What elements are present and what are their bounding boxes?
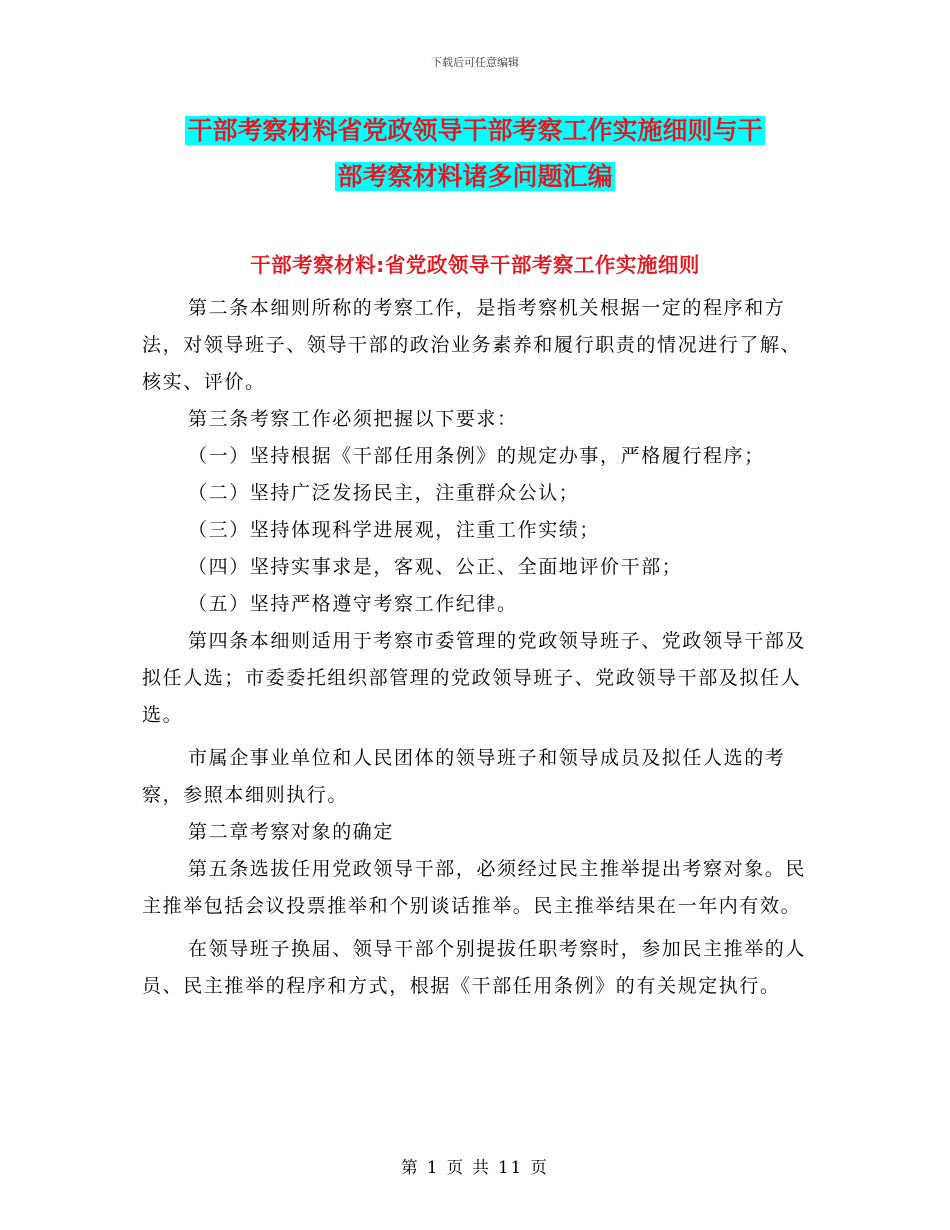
- header-note: 下载后可任意编辑: [431, 56, 519, 69]
- document-title: [140, 108, 810, 200]
- document-body: [142, 290, 812, 1005]
- title-line-1: 干部考察材料省党政领导干部考察工作实施细则与干: [187, 116, 763, 145]
- list-item: （一）坚持根据《干部任用条例》的规定办事，严格履行程序；: [188, 445, 765, 467]
- paragraph: 第二条本细则所称的考察工作，是指考察机关根据一定的程序和方法，对领导班子、领导干部的政治业务素养和履行职责的情况进行了解、核实、评价。: [142, 297, 802, 393]
- paragraph: 第五条选拔任用党政领导干部，必须经过民主推举提出考察对象。民主推举包括会议投票推举和个别谈话推举。民主推举结果在一年内有效。: [142, 858, 807, 917]
- list-item: （五）坚持严格遵守考察工作纪律。: [188, 593, 518, 615]
- section-title: 干部考察材料:省党政领导干部考察工作实施细则: [250, 253, 700, 277]
- list-item: （二）坚持广泛发扬民主，注重群众公认；: [188, 482, 580, 504]
- paragraph: 第四条本细则适用于考察市委管理的党政领导班子、党政领导干部及拟任人选；市委委托组织部管理的党政领导班子、党政领导干部及拟任人选。: [142, 630, 807, 726]
- paragraph: 在领导班子换届、领导干部个别提拔任职考察时，参加民主推举的人员、民主推举的程序和方式，根据《干部任用条例》的有关规定执行。: [142, 938, 807, 997]
- title-line-2: 部考察材料诸多问题汇编: [337, 162, 613, 191]
- list-item: （三）坚持体现科学进展观，注重工作实绩；: [188, 519, 601, 541]
- list-item: （四）坚持实事求是，客观、公正、全面地评价干部；: [188, 556, 683, 578]
- paragraph: 第三条考察工作必须把握以下要求：: [188, 408, 518, 430]
- chapter-heading: 第二章考察对象的确定: [188, 821, 395, 843]
- page-number: 第 1 页 共 11 页: [401, 1158, 549, 1177]
- paragraph: 市属企事业单位和人民团体的领导班子和领导成员及拟任人选的考察，参照本细则执行。: [142, 747, 786, 806]
